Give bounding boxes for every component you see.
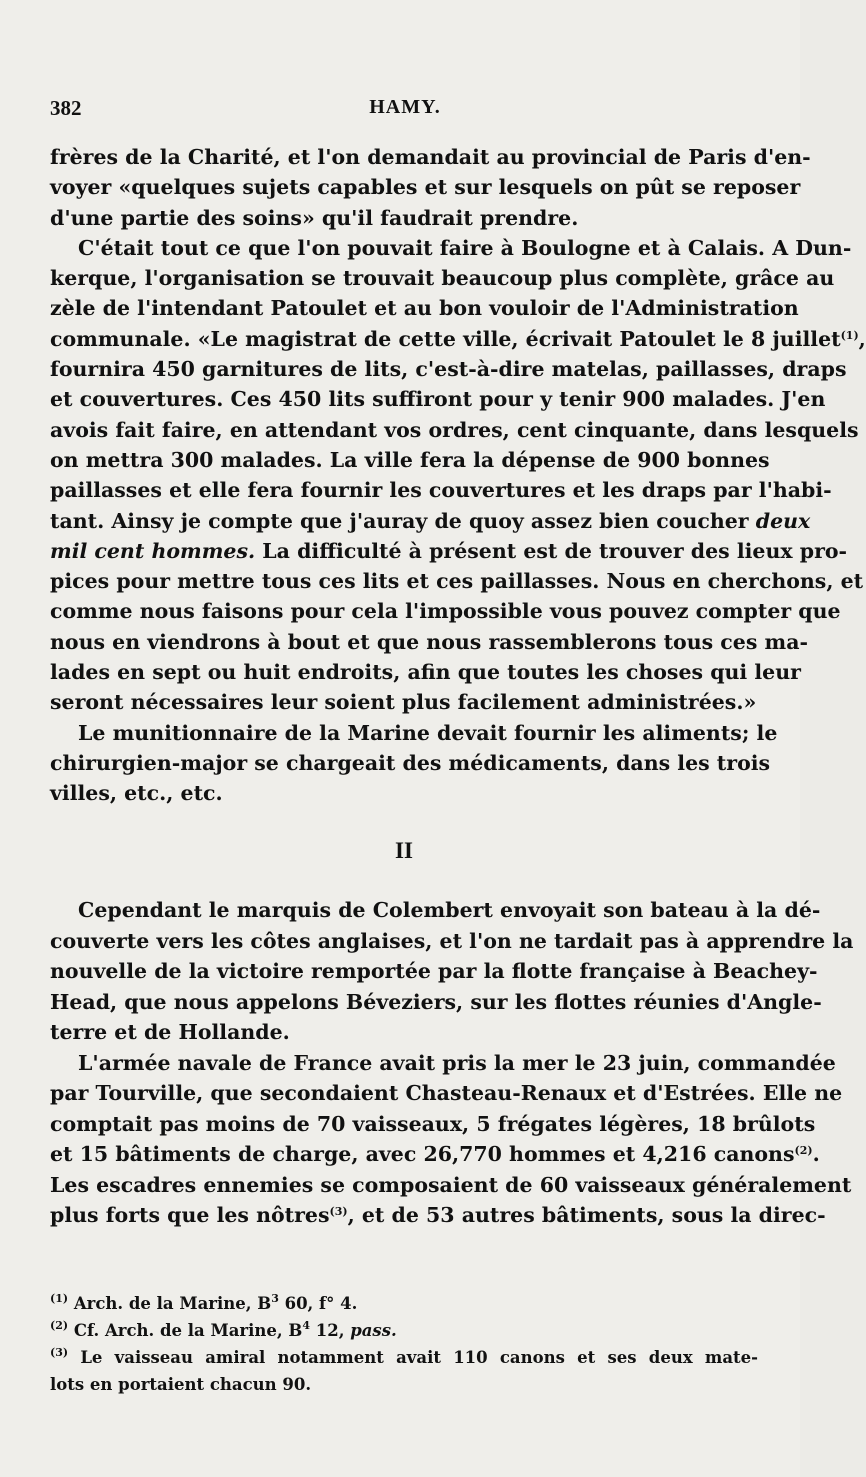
page-number: 382 (50, 96, 82, 120)
footnote-text: 12, (309, 1321, 351, 1340)
text-line: Les escadres ennemies se composaient de 60 vaisseaux généralement (50, 1172, 852, 1197)
text-fragment: , et de 53 autres bâtiments, sous la direc- (347, 1203, 826, 1227)
text-line: comme nous faisons pour cela l'impossible vous pouvez compter que (50, 599, 841, 624)
page-header (50, 96, 760, 126)
footnotes (50, 1290, 758, 1398)
body-text-part2 (50, 895, 854, 1231)
text-line: Le munitionnaire de la Marine devait fournir les aliments; le (78, 720, 778, 745)
text-line: seront nécessaires leur soient plus facilement administrées.» (50, 690, 757, 715)
italic-fragment: deux (755, 508, 811, 533)
text-line: par Tourville, que secondaient Chasteau-Renaux et d'Estrées. Elle ne (50, 1081, 843, 1105)
text-fragment: communale. «Le magistrat de cette ville, écrivait Patoulet le 8 juillet (50, 326, 841, 351)
text-line: Cependant le marquis de Colembert envoyait son bateau à la dé- (78, 898, 821, 922)
footnote-text: Le vaisseau amiral notamment avait 110 canons et ses deux mate- (80, 1348, 759, 1367)
text-line: C'était tout ce que l'on pouvait faire à Boulogne et à Calais. A Dun- (78, 235, 852, 260)
text-line: et couvertures. Ces 450 lits suffiront pour y tenir 900 malades. J'en (50, 387, 826, 412)
text-line: Head, que nous appelons Béveziers, sur les flottes réunies d'Angle- (50, 989, 822, 1014)
footnote-3-continued: lots en portaient chacun 90. (50, 1375, 312, 1394)
text-fragment: tant. Ainsy je compte que j'auray de quoy assez bien coucher (50, 508, 749, 533)
footnote-mark: (3) (50, 1346, 69, 1359)
footnote-mark: (2) (50, 1319, 69, 1332)
text-line (50, 506, 811, 536)
text-line: zèle de l'intendant Patoulet et au bon vouloir de l'Administration (50, 296, 799, 321)
footnote-text: 60, f° 4. (278, 1294, 358, 1313)
text-line: nous en viendrons à bout et que nous rassemblerons tous ces ma- (50, 629, 808, 654)
text-line: fournira 450 garnitures de lits, c'est-à-dire matelas, paillasses, draps (50, 357, 847, 382)
text-line: et 15 bâtiments de charge, avec 26,770 hommes et 4,216 canons$^{(2)}$. (50, 1142, 820, 1166)
text-line: nouvelle de la victoire remportée par la flotte française à Beachey- (50, 959, 818, 983)
text-line: on mettra 300 malades. La ville fera la dépense de 900 bonnes (50, 447, 770, 472)
text-line: communale. «Le magistrat de cette ville, écrivait Patoulet le 8 juillet$^{(1)}$, (50, 326, 866, 351)
footnote-superscript: 3 (271, 1292, 279, 1305)
text-fragment: La difficulté à présent est de trouver des lieux pro- (262, 538, 848, 563)
section-heading: II (395, 838, 413, 863)
text-line: couverte vers les côtes anglaises, et l'on ne tardait pas à apprendre la (50, 928, 854, 953)
text-line (50, 1200, 826, 1231)
text-line: terre et de Hollande. (50, 1020, 290, 1044)
text-fragment: plus forts que les nôtres (50, 1203, 330, 1227)
footnote-superscript: 4 (302, 1319, 310, 1332)
text-line: kerque, l'organisation se trouvait beaucoup plus complète, grâce au (50, 266, 835, 291)
footnote-text: Arch. de la Marine, B (73, 1294, 272, 1313)
footnote-text: Cf. Arch. de la Marine, B (73, 1321, 303, 1340)
text-line: d'une partie des soins» qu'il faudrait prendre. (50, 205, 579, 230)
text-line: avois fait faire, en attendant vos ordres, cent cinquante, dans lesquels (50, 417, 859, 442)
italic-fragment: mil cent hommes. (50, 538, 256, 563)
text-line: comptait pas moins de 70 vaisseaux, 5 frégates légères, 18 brûlots (50, 1111, 816, 1136)
footnote-italic: pass. (350, 1321, 397, 1340)
footnote-ref: (2) (794, 1144, 813, 1157)
text-line (50, 536, 848, 566)
text-fragment: et 15 bâtiments de charge, avec 26,770 hommes et 4,216 canons (50, 1142, 795, 1166)
text-line: chirurgien-major se chargeait des médicaments, dans les trois (50, 750, 771, 775)
footnote-3 (50, 1344, 758, 1371)
footnote-mark: (1) (50, 1292, 69, 1305)
footnote-ref: (3) (329, 1205, 348, 1218)
text-line: frères de la Charité, et l'on demandait au provincial de Paris d'en- (50, 145, 811, 169)
footnote-ref: (1) (840, 328, 859, 342)
footnote-2 (50, 1317, 758, 1344)
text-line: pices pour mettre tous ces lits et ces paillasses. Nous en cherchons, et (50, 569, 864, 594)
text-line: voyer «quelques sujets capables et sur lesquels on pût se reposer (50, 175, 801, 200)
text-line: lades en sept ou huit endroits, afin que toutes les choses qui leur (50, 660, 801, 685)
footnote-1 (50, 1290, 758, 1317)
text-line: villes, etc., etc. (50, 781, 223, 806)
running-title: HAMY. (369, 96, 441, 118)
text-line: L'armée navale de France avait pris la mer le 23 juin, commandée (78, 1050, 836, 1075)
body-text-part1 (50, 142, 866, 809)
text-line: paillasses et elle fera fournir les couvertures et les draps par l'habi- (50, 478, 832, 503)
